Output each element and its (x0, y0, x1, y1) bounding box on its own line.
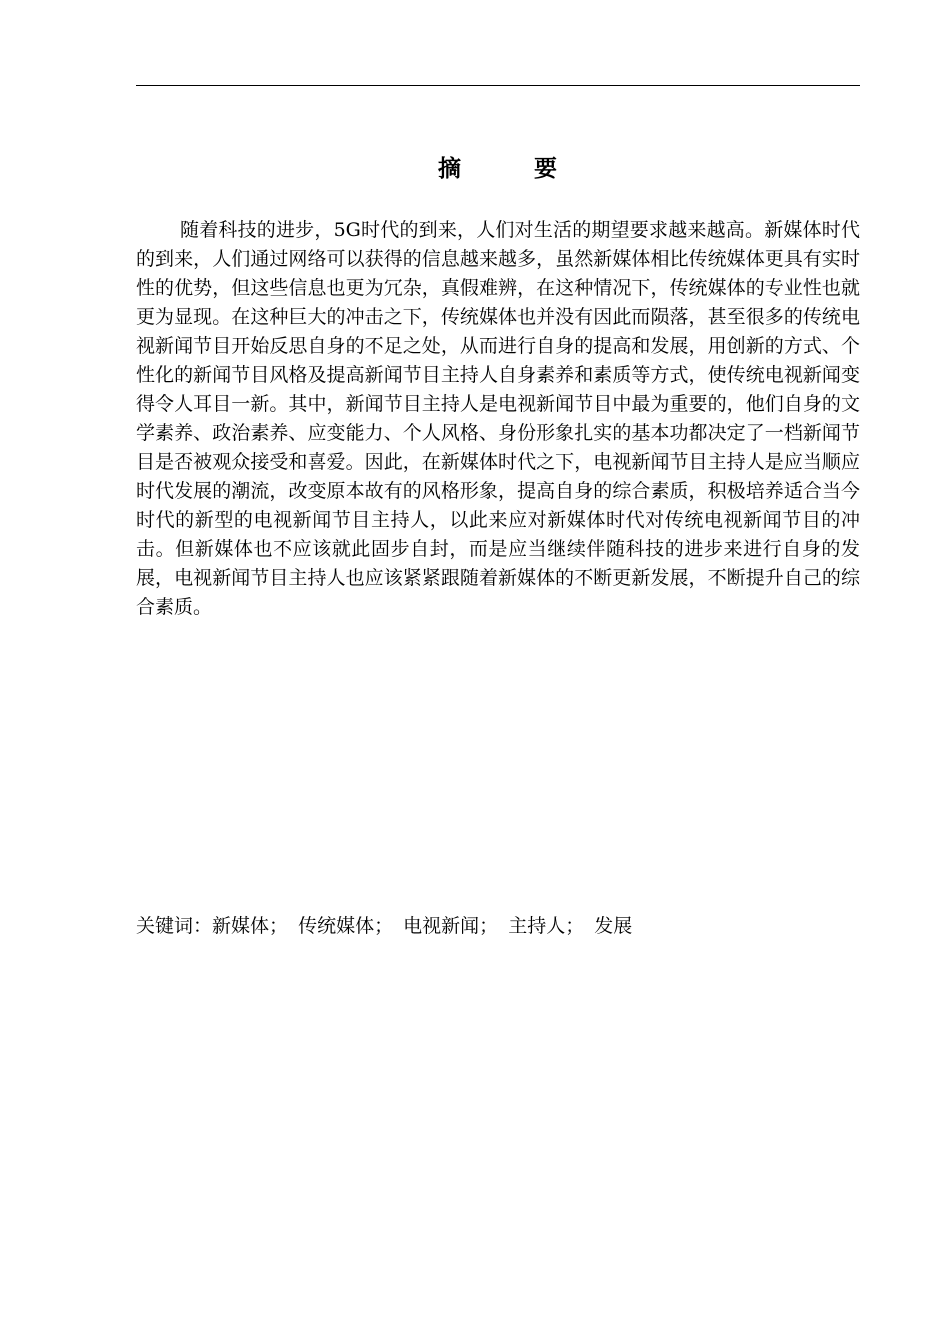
abstract-paragraph: 随着科技的进步，5G时代的到来，人们对生活的期望要求越来越高。新媒体时代的到来，人们通过网络可以获得的信息越来越多，虽然新媒体相比传统媒体更具有实时性的优势，但这些信息也更为冗杂，真假难辨，在这种情况下，传统媒体的专业性也就更为显现。在这种巨大的冲击之下，传统媒体也并没有因此而陨落，甚至很多的传统电视新闻节目开始反思自身的不足之处，从而进行自身的提高和发展，用创新的方式、个性化的新闻节目风格及提高新闻节目主持人自身素养和素质等方式，使传统电视新闻变得令人耳目一新。其中，新闻节目主持人是电视新闻节目中最为重要的，他们自身的文学素养、政治素养、应变能力、个人风格、身份形象扎实的基本功都决定了一档新闻节目是否被观众接受和喜爱。因此，在新媒体时代之下，电视新闻节目主持人是应当顺应时代发展的潮流，改变原本故有的风格形象，提高自身的综合素质，积极培养适合当今时代的新型的电视新闻节目主持人，以此来应对新媒体时代对传统电视新闻节目的冲击。但新媒体也不应该就此固步自封，而是应当继续伴随科技的进步来进行自身的发展，电视新闻节目主持人也应该紧紧跟随着新媒体的不断更新发展，不断提升自己的综合素质。 (136, 219, 860, 618)
keyword-item: 电视新闻； (403, 915, 499, 937)
page-title: 摘 要 (437, 156, 559, 182)
keyword-item: 发展 (594, 915, 633, 937)
header-rule (136, 85, 860, 86)
keywords-label: 关键词： (136, 915, 213, 937)
keyword-item: 传统媒体； (298, 915, 394, 937)
keyword-item: 主持人； (508, 915, 585, 937)
keyword-item: 新媒体； (212, 915, 289, 937)
keywords-line (136, 912, 860, 941)
